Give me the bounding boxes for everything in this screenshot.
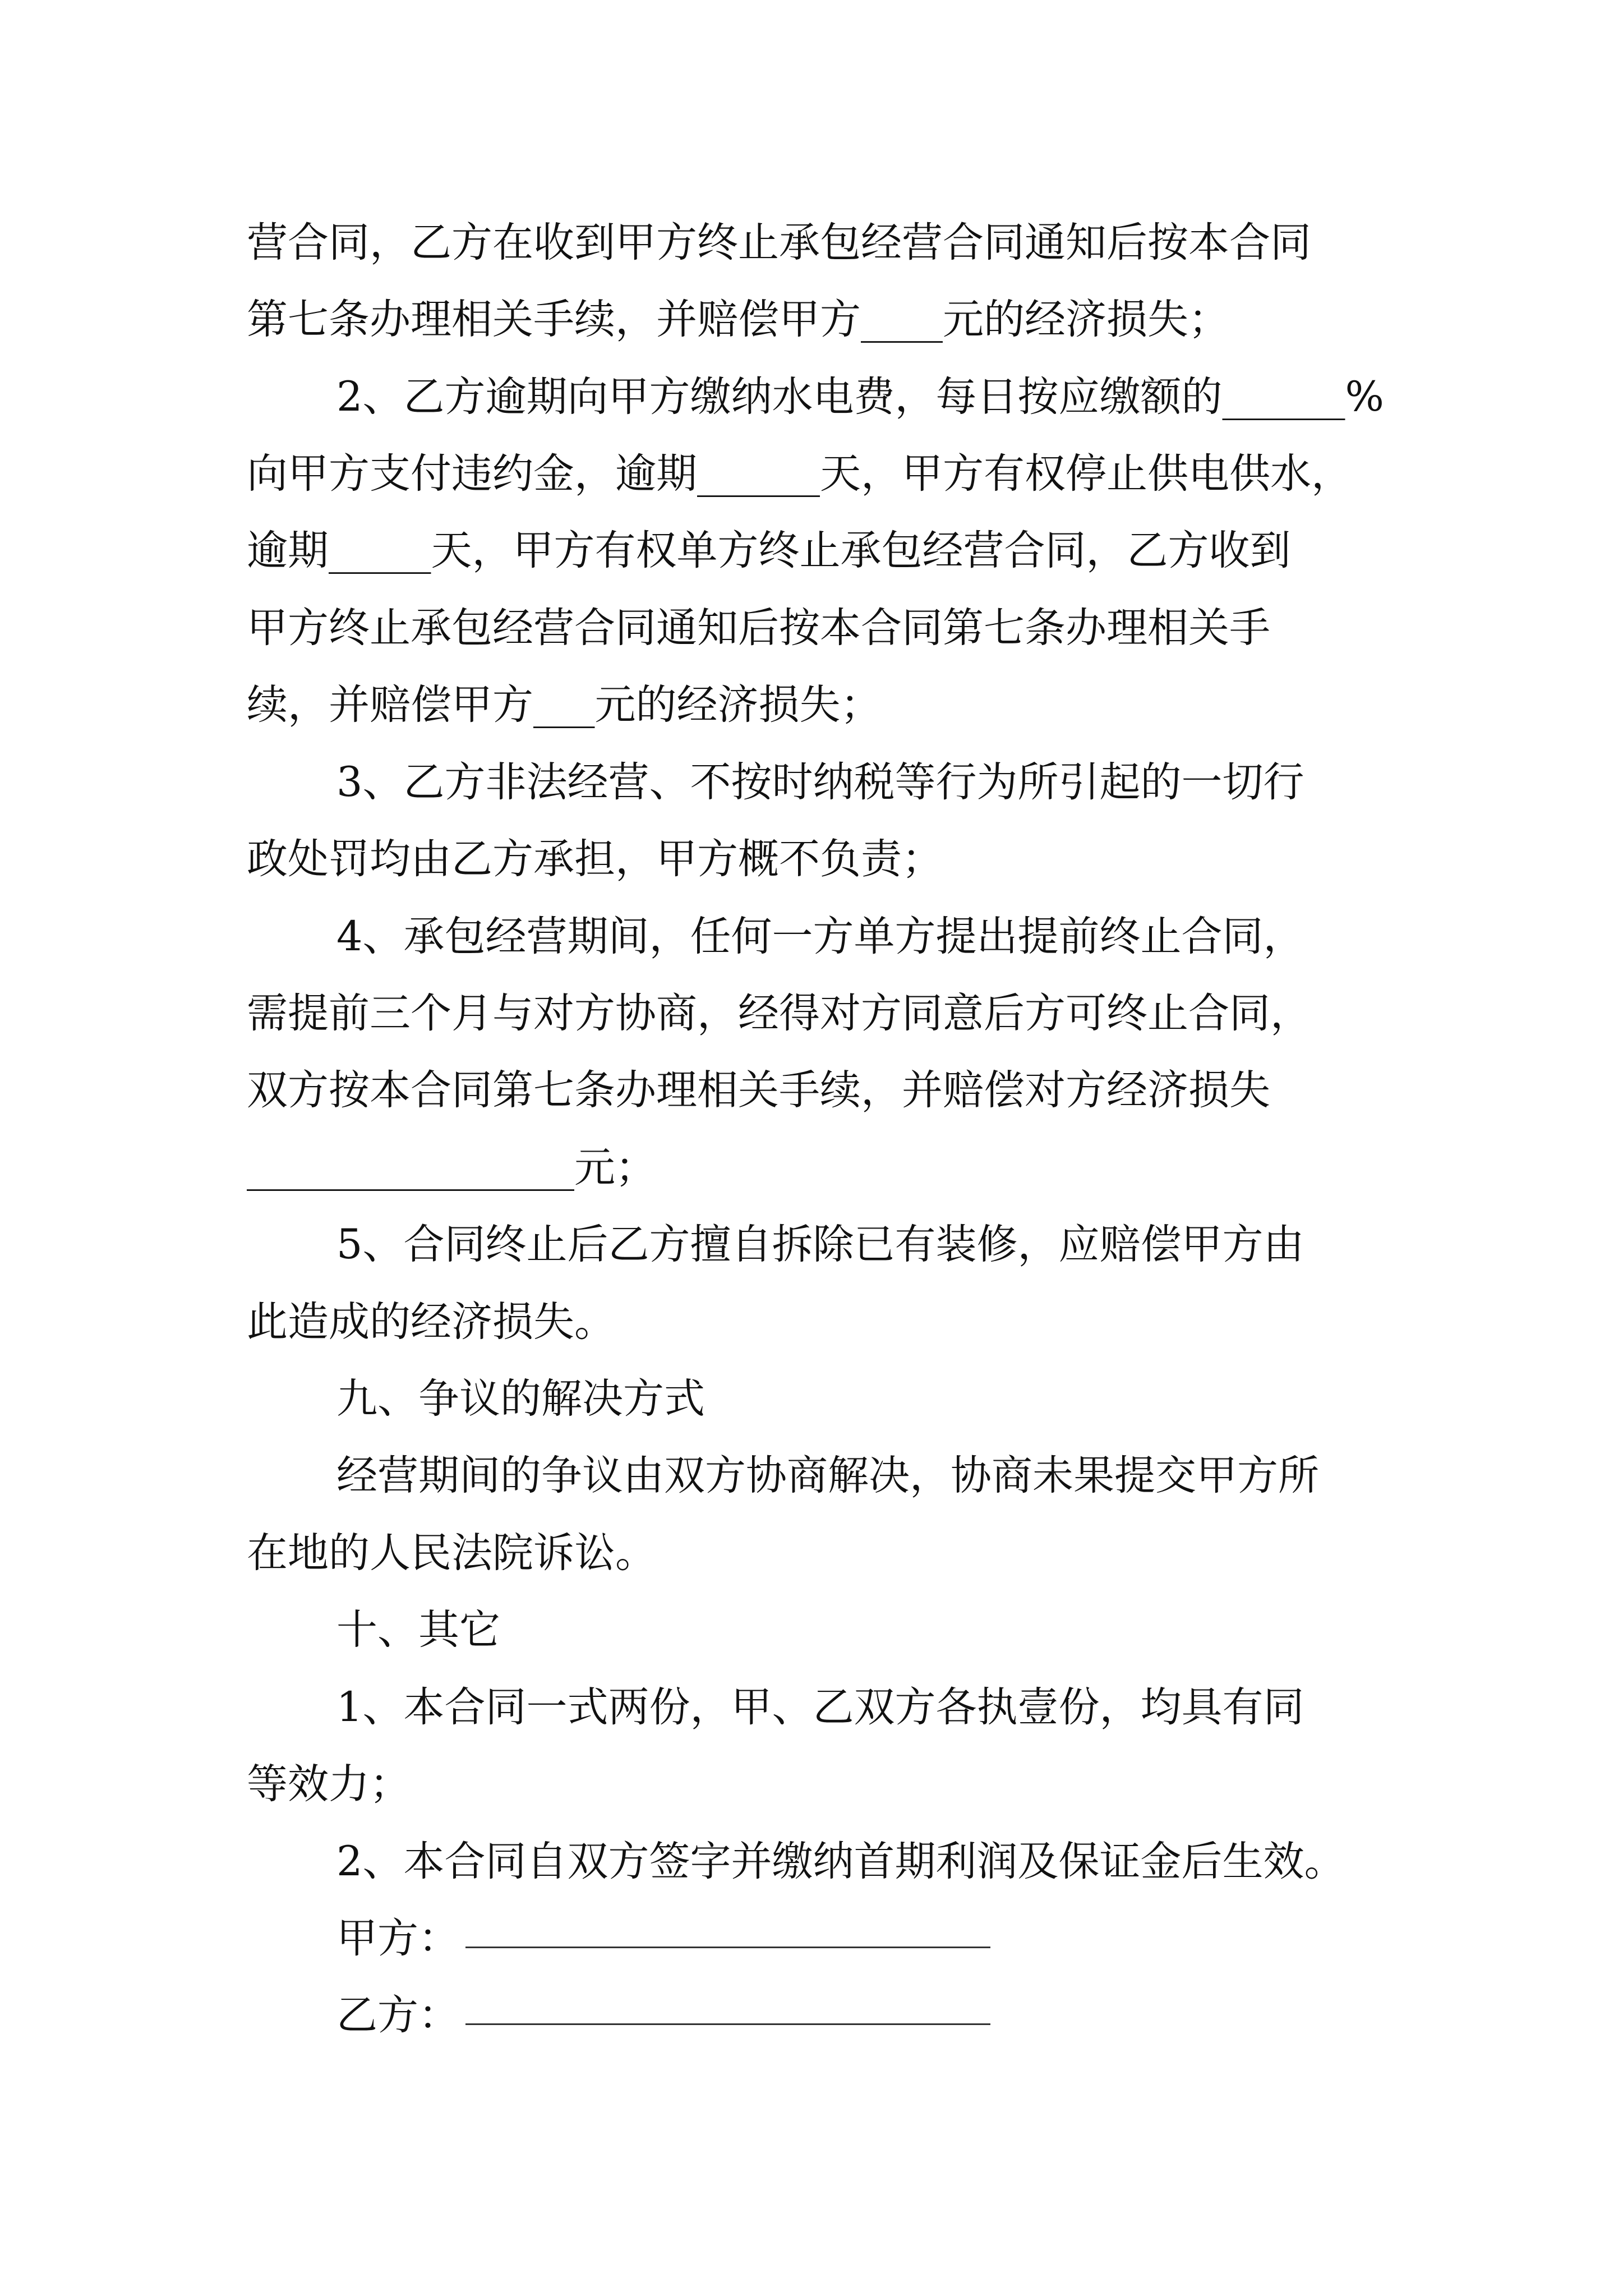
text-line: 续，并赔偿甲方___元的经济损失； <box>247 681 882 729</box>
party-b-signature-line <box>465 2023 990 2025</box>
text-line: 在地的人民法院诉讼。 <box>247 1529 656 1577</box>
text-line: 2、本合同自双方签字并缴纳首期利润及保证金后生效。 <box>336 1838 1345 1885</box>
text-line: 3、乙方非法经营、不按时纳税等行为所引起的一切行 <box>336 758 1304 806</box>
text-line: 政处罚均由乙方承担，甲方概不负责； <box>247 835 943 883</box>
party-a-signature-line <box>465 1947 990 1948</box>
text-line: 经营期间的争议由双方协商解决，协商未果提交甲方所 <box>336 1452 1319 1499</box>
text-line: 向甲方支付违约金，逾期______天，甲方有权停止供电供水， <box>247 450 1352 498</box>
party-a-label: 甲方： <box>336 1915 459 1962</box>
text-line: 甲方终止承包经营合同通知后按本合同第七条办理相关手 <box>247 604 1270 652</box>
text-line: 2、乙方逾期向甲方缴纳水电费，每日按应缴额的______% <box>336 373 1384 421</box>
text-line: 第七条办理相关手续，并赔偿甲方____元的经济损失； <box>247 296 1229 343</box>
section-heading: 九、争议的解决方式 <box>336 1375 705 1423</box>
text-line: 逾期_____天，甲方有权单方终止承包经营合同，乙方收到 <box>247 527 1291 574</box>
text-line: 1、本合同一式两份，甲、乙双方各执壹份，均具有同 <box>336 1683 1304 1731</box>
text-line: 双方按本合同第七条办理相关手续，并赔偿对方经济损失 <box>247 1066 1270 1114</box>
section-heading: 十、其它 <box>336 1606 500 1654</box>
text-line: 营合同，乙方在收到甲方终止承包经营合同通知后按本合同 <box>247 219 1311 266</box>
text-line: 需提前三个月与对方协商，经得对方同意后方可终止合同， <box>247 990 1311 1037</box>
text-line: 5、合同终止后乙方擅自拆除已有装修，应赔偿甲方由 <box>336 1221 1304 1268</box>
text-line: 等效力； <box>247 1760 411 1808</box>
text-line: 4、承包经营期间，任何一方单方提出提前终止合同， <box>336 913 1304 960</box>
text-line: 此造成的经济损失。 <box>247 1298 615 1346</box>
party-b-label: 乙方： <box>336 1991 459 2039</box>
text-line: ________________元； <box>247 1144 656 1191</box>
